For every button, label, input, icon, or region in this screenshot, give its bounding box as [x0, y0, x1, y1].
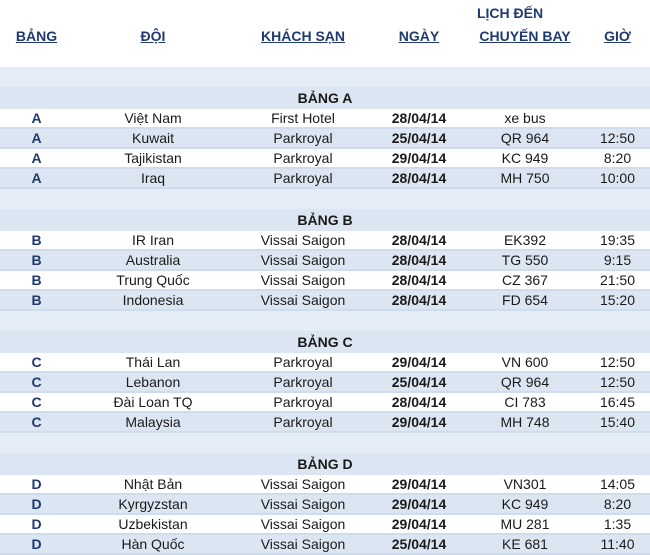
cell-hotel: Vissai Saigon	[260, 536, 346, 552]
cell-time: 8:20	[603, 496, 632, 512]
table-row	[0, 413, 650, 433]
cell-flight: CZ 367	[502, 272, 548, 288]
cell-flight: FD 654	[502, 292, 548, 308]
group-title: BẢNG B	[0, 209, 650, 231]
cell-date: 28/04/14	[391, 394, 447, 410]
cell-date: 28/04/14	[391, 292, 447, 308]
cell-team: Indonesia	[122, 292, 184, 308]
cell-time: 21:50	[599, 272, 636, 288]
header-hotel: KHÁCH SẠN	[261, 28, 345, 44]
cell-flight: KC 949	[501, 496, 549, 512]
cell-time: 16:45	[599, 394, 636, 410]
cell-flight: CI 783	[504, 394, 546, 410]
cell-hotel: Parkroyal	[273, 414, 333, 430]
cell-date: 29/04/14	[391, 414, 447, 430]
cell-group: C	[31, 374, 42, 390]
cell-date: 25/04/14	[391, 536, 447, 552]
cell-hotel: Parkroyal	[273, 374, 333, 390]
cell-flight: QR 964	[500, 130, 550, 146]
groups-container	[0, 67, 650, 555]
header-date: NGÀY	[398, 28, 440, 44]
cell-flight: QR 964	[500, 374, 550, 390]
cell-group: B	[31, 292, 42, 308]
cell-time: 14:05	[599, 476, 636, 492]
cell-group: D	[31, 536, 42, 552]
group-spacer	[0, 311, 650, 331]
cell-group: B	[31, 252, 42, 268]
table-row	[0, 251, 650, 271]
group-spacer	[0, 189, 650, 209]
group-spacer	[0, 433, 650, 453]
cell-flight: VN 600	[501, 354, 549, 370]
cell-group: D	[31, 516, 42, 532]
cell-hotel: Vissai Saigon	[260, 272, 346, 288]
group-title: BẢNG C	[0, 331, 650, 353]
cell-hotel: Parkroyal	[273, 394, 333, 410]
header-flight: CHUYẾN BAY	[479, 28, 571, 44]
cell-team: Việt Nam	[124, 110, 182, 126]
table-row	[0, 231, 650, 251]
cell-date: 25/04/14	[391, 374, 447, 390]
cell-team: Uzbekistan	[118, 516, 188, 532]
cell-team: Tajikistan	[124, 150, 182, 166]
cell-flight: KC 949	[501, 150, 549, 166]
cell-date: 28/04/14	[391, 252, 447, 268]
cell-team: Australia	[125, 252, 181, 268]
cell-date: 29/04/14	[391, 354, 447, 370]
cell-group: A	[31, 110, 42, 126]
cell-hotel: Parkroyal	[273, 130, 333, 146]
table-row	[0, 109, 650, 129]
group-title: BẢNG D	[0, 453, 650, 475]
cell-team: Đài Loan TQ	[113, 394, 193, 410]
cell-date: 29/04/14	[391, 150, 447, 166]
table-row	[0, 129, 650, 149]
cell-date: 29/04/14	[391, 496, 447, 512]
cell-group: D	[31, 496, 42, 512]
cell-team: Hàn Quốc	[121, 536, 185, 552]
cell-hotel: Vissai Saigon	[260, 252, 346, 268]
cell-team: Trung Quốc	[116, 272, 190, 288]
cell-hotel: First Hotel	[271, 110, 335, 126]
cell-date: 28/04/14	[391, 272, 447, 288]
cell-time: 12:50	[599, 354, 636, 370]
cell-flight: MU 281	[500, 516, 550, 532]
cell-hotel: Parkroyal	[273, 354, 333, 370]
cell-group: B	[31, 232, 42, 248]
cell-flight: xe bus	[504, 110, 546, 126]
table-row	[0, 271, 650, 291]
table-row	[0, 149, 650, 169]
cell-team: Kyrgyzstan	[118, 496, 188, 512]
cell-team: Malaysia	[125, 414, 181, 430]
table-row	[0, 515, 650, 535]
arrival-schedule-label: LỊCH ĐẾN	[476, 5, 544, 21]
cell-group: C	[31, 414, 42, 430]
cell-time: 8:20	[603, 150, 632, 166]
cell-group: A	[31, 170, 42, 186]
cell-flight: EK392	[503, 232, 547, 248]
table-row	[0, 353, 650, 373]
header-row	[0, 25, 650, 47]
cell-date: 29/04/14	[391, 516, 447, 532]
cell-group: C	[31, 394, 42, 410]
top-row	[0, 0, 650, 25]
cell-time: 15:20	[599, 292, 636, 308]
cell-flight: TG 550	[501, 252, 549, 268]
cell-date: 29/04/14	[391, 476, 447, 492]
header-group: BẢNG	[15, 28, 58, 44]
cell-time: 12:50	[599, 374, 636, 390]
cell-team: Thái Lan	[125, 354, 181, 370]
cell-time: 9:15	[603, 252, 632, 268]
cell-time: 10:00	[599, 170, 636, 186]
cell-date: 28/04/14	[391, 232, 447, 248]
cell-hotel: Vissai Saigon	[260, 476, 346, 492]
cell-time: 19:35	[599, 232, 636, 248]
cell-time: 12:50	[599, 130, 636, 146]
cell-hotel: Parkroyal	[273, 170, 333, 186]
group-spacer	[0, 67, 650, 87]
table-row	[0, 495, 650, 515]
cell-flight: MH 748	[500, 414, 550, 430]
cell-flight: VN301	[503, 476, 547, 492]
cell-team: Iraq	[140, 170, 166, 186]
cell-hotel: Vissai Saigon	[260, 292, 346, 308]
cell-hotel: Vissai Saigon	[260, 496, 346, 512]
cell-hotel: Vissai Saigon	[260, 516, 346, 532]
cell-team: Lebanon	[125, 374, 181, 390]
cell-flight: MH 750	[500, 170, 550, 186]
cell-team: IR Iran	[131, 232, 174, 248]
cell-hotel: Vissai Saigon	[260, 232, 346, 248]
table-row	[0, 291, 650, 311]
table-row	[0, 393, 650, 413]
cell-date: 28/04/14	[391, 110, 447, 126]
cell-flight: KE 681	[502, 536, 548, 552]
cell-time: 1:35	[603, 516, 632, 532]
table-row	[0, 169, 650, 189]
cell-time: 15:40	[599, 414, 636, 430]
cell-group: D	[31, 476, 42, 492]
cell-hotel: Parkroyal	[273, 150, 333, 166]
cell-group: A	[31, 150, 42, 166]
cell-group: A	[31, 130, 42, 146]
table-row	[0, 475, 650, 495]
table-row	[0, 373, 650, 393]
cell-time: 11:40	[600, 536, 635, 552]
cell-date: 25/04/14	[391, 130, 447, 146]
cell-date: 28/04/14	[391, 170, 447, 186]
spacer	[0, 47, 650, 67]
cell-group: B	[31, 272, 42, 288]
cell-team: Kuwait	[131, 130, 175, 146]
cell-group: C	[31, 354, 42, 370]
group-title: BẢNG A	[0, 87, 650, 109]
header-team: ĐỘI	[140, 28, 166, 44]
table-row	[0, 535, 650, 555]
header-time: GIỜ	[604, 28, 631, 44]
cell-team: Nhật Bản	[123, 476, 183, 492]
